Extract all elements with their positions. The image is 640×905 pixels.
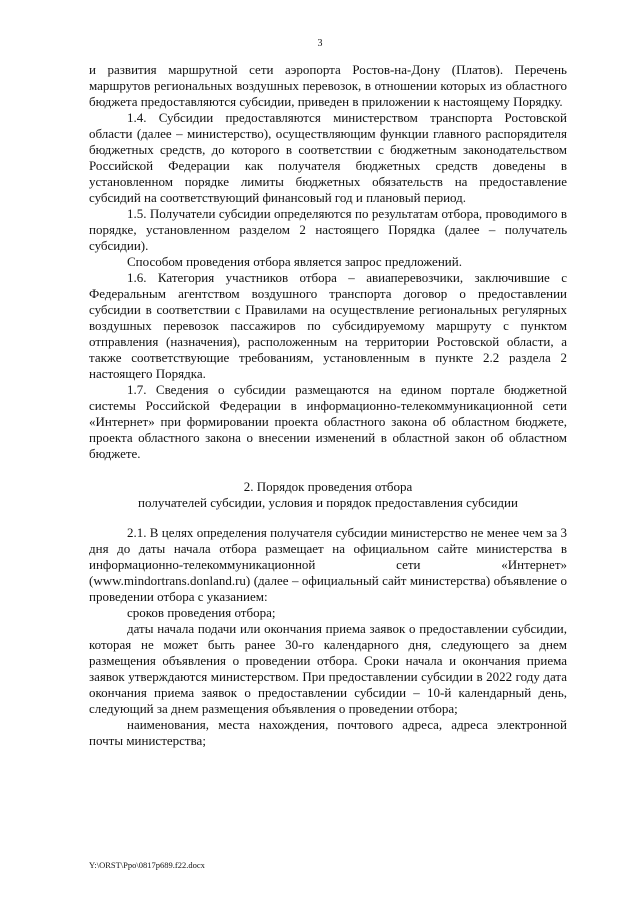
paragraph-2-1: 2.1. В целях определения получателя субсидии министерство не менее чем за 3 дня до даты начала отбора размещает на официальном сайте министерства в информационно-телекоммуникационной сети «Интернет» (www.mindortrans.donland.ru) (далее – официальный сайт министерства) объявление о проведении отбора с указанием: (89, 525, 567, 604)
file-path-footer: Y:\ORST\Ppo\0817p689.f22.docx (89, 860, 205, 870)
section-heading: 2. Порядок проведения отбора (243, 479, 413, 494)
paragraph-continuation: и развития маршрутной сети аэропорта Ростов-на-Дону (Платов). Перечень маршрутов региональных воздушных перевозок, в отношении которых из областного бюджета предоставляются субсидии, приведен в приложении к настоящему Порядку. (89, 62, 567, 109)
page-number: 3 (317, 38, 323, 49)
paragraph-selection-method: Способом проведения отбора является запрос предложений. (127, 254, 462, 269)
list-item-deadlines: сроков проведения отбора; (127, 605, 276, 620)
paragraph-1-6: 1.6. Категория участников отбора – авиаперевозчики, заключившие с Федеральным агентством воздушного транспорта договор о предоставлении субсидии в соответствии с Правилами на осуществление региональных регулярных воздушных перевозок пассажиров по субсидируемому маршруту с пунктом отправления (назначения), расположенным на территории Ростовской области, а также соответствующие требованиям, установленным в пункте 2.2 раздела 2 настоящего Порядка. (89, 270, 567, 381)
paragraph-1-5: 1.5. Получатели субсидии определяются по результатам отбора, проводимого в порядке, установленном разделом 2 настоящего Порядка (далее – получатель субсидии). (89, 206, 567, 253)
section-subheading: получателей субсидии, условия и порядок предоставления субсидии (138, 495, 518, 510)
paragraph-1-4: 1.4. Субсидии предоставляются министерством транспорта Ростовской области (далее – министерство), осуществляющим функции главного распорядителя бюджетных средств, до которого в соответствии с бюджетным законодательством Российской Федерации как получателя бюджетных средств доведены в установленном порядке лимиты бюджетных обязательств на предоставление субсидий на соответствующий финансовый год и плановый период. (89, 110, 567, 205)
document-body (89, 62, 567, 749)
list-item-dates: даты начала подачи или окончания приема заявок о предоставлении субсидии, которая не может быть ранее 30-го календарного дня, следующего за днем размещения объявления о проведении отбора. Сроки начала и окончания приема заявок утверждаются министерством. При предоставлении субсидии в 2022 году дата окончания приема заявок о предоставлении субсидии – 10-й календарный день, следующий за днем размещения объявления о проведении отбора; (89, 621, 567, 716)
paragraph-1-7: 1.7. Сведения о субсидии размещаются на едином портале бюджетной системы Российской Федерации в информационно-телекоммуникационной сети «Интернет» при формировании проекта областного закона об областном бюджете, проекта областного закона о внесении изменений в областной закон об областном бюджете. (89, 382, 567, 461)
list-item-contacts: наименования, места нахождения, почтового адреса, адреса электронной почты министерства; (89, 717, 567, 748)
